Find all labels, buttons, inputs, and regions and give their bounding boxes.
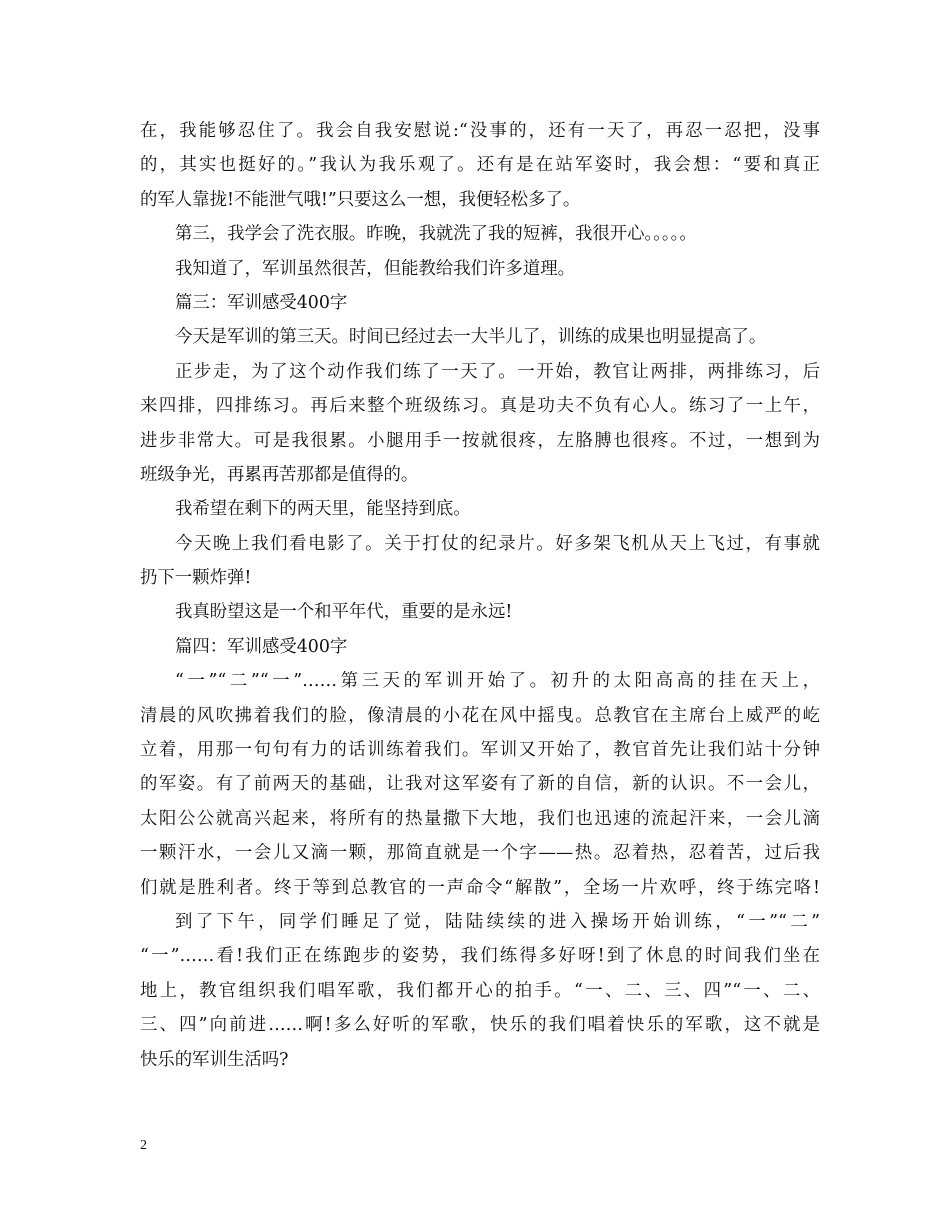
section-heading: 篇四：军训感受400字 <box>175 636 348 657</box>
text-line: 太阳公公就高兴起来，将所有的热量撒下大地，我们也迅速的流起汗来，一会儿滴 <box>140 808 820 829</box>
text-line: “一”……看!我们正在练跑步的姿势，我们练得多好呀!到了休息的时间我们坐在 <box>140 946 820 967</box>
text-line: 快乐的军训生活吗? <box>140 1049 289 1070</box>
text-line: 立着，用那一句句有力的话训练着我们。军训又开始了，教官首先让我们站十分钟 <box>140 740 820 761</box>
text-line: 我真盼望这是一个和平年代，重要的是永远! <box>175 602 513 623</box>
text-line: 正步走，为了这个动作我们练了一天了。一开始，教官让两排，两排练习，后 <box>175 361 820 382</box>
text-line: 在，我能够忍住了。我会自我安慰说:“没事的，还有一天了，再忍一忍把，没事 <box>140 121 820 141</box>
section-heading: 篇三：军训感受400字 <box>175 292 348 313</box>
document-body <box>140 114 820 1077</box>
text-line: 我知道了，军训虽然很苦，但能教给我们许多道理。 <box>175 258 575 279</box>
text-line: 地上，教官组织我们唱军歌，我们都开心的拍手。“一、二、三、四”“一、二、 <box>140 980 820 1001</box>
text-line: 今天是军训的第三天。时间已经过去一大半儿了，训练的成果也明显提高了。 <box>175 327 767 348</box>
page-number: 2 <box>140 1138 147 1153</box>
text-line: 今天晚上我们看电影了。关于打仗的纪录片。好多架飞机从天上飞过，有事就 <box>175 533 820 554</box>
text-line: 三、四”向前进……啊!多么好听的军歌，快乐的我们唱着快乐的军歌，这不就是 <box>140 1015 820 1036</box>
text-line: 们就是胜利者。终于等到总教官的一声命令“解散”，全场一片欢呼，终于练完咯! <box>140 877 820 898</box>
text-line: 扔下一颗炸弹! <box>140 568 252 589</box>
text-line: 一颗汗水，一会儿又滴一颗，那简直就是一个字——热。忍着热，忍着苦，过后我 <box>140 843 820 864</box>
text-line: 的，其实也挺好的。”我认为我乐观了。还有是在站军姿时，我会想：“要和真正 <box>140 155 820 176</box>
text-line: 的军姿。有了前两天的基础，让我对这军姿有了新的自信，新的认识。不一会儿， <box>140 774 820 795</box>
text-line: 的军人靠拢!不能泄气哦!”只要这么一想，我便轻松多了。 <box>140 189 581 210</box>
text-line: 到了下午，同学们睡足了觉，陆陆续续的进入操场开始训练，“一”“二” <box>175 911 820 932</box>
text-line: 清晨的风吹拂着我们的脸，像清晨的小花在风中摇曳。总教官在主席台上威严的屹 <box>140 705 820 726</box>
text-line: “一”“二”“一”……第三天的军训开始了。初升的太阳高高的挂在天上， <box>175 671 820 692</box>
text-line: 班级争光，再累再苦那都是值得的。 <box>140 464 419 485</box>
text-line: 我希望在剩下的两天里，能坚持到底。 <box>175 499 471 520</box>
text-line: 来四排，四排练习。再后来整个班级练习。真是功夫不负有心人。练习了一上午， <box>140 396 820 417</box>
text-line: 第三，我学会了洗衣服。昨晚，我就洗了我的短裤，我很开心。。。。。 <box>175 224 697 245</box>
text-line: 进步非常大。可是我很累。小腿用手一按就很疼，左胳膊也很疼。不过，一想到为 <box>140 430 820 451</box>
